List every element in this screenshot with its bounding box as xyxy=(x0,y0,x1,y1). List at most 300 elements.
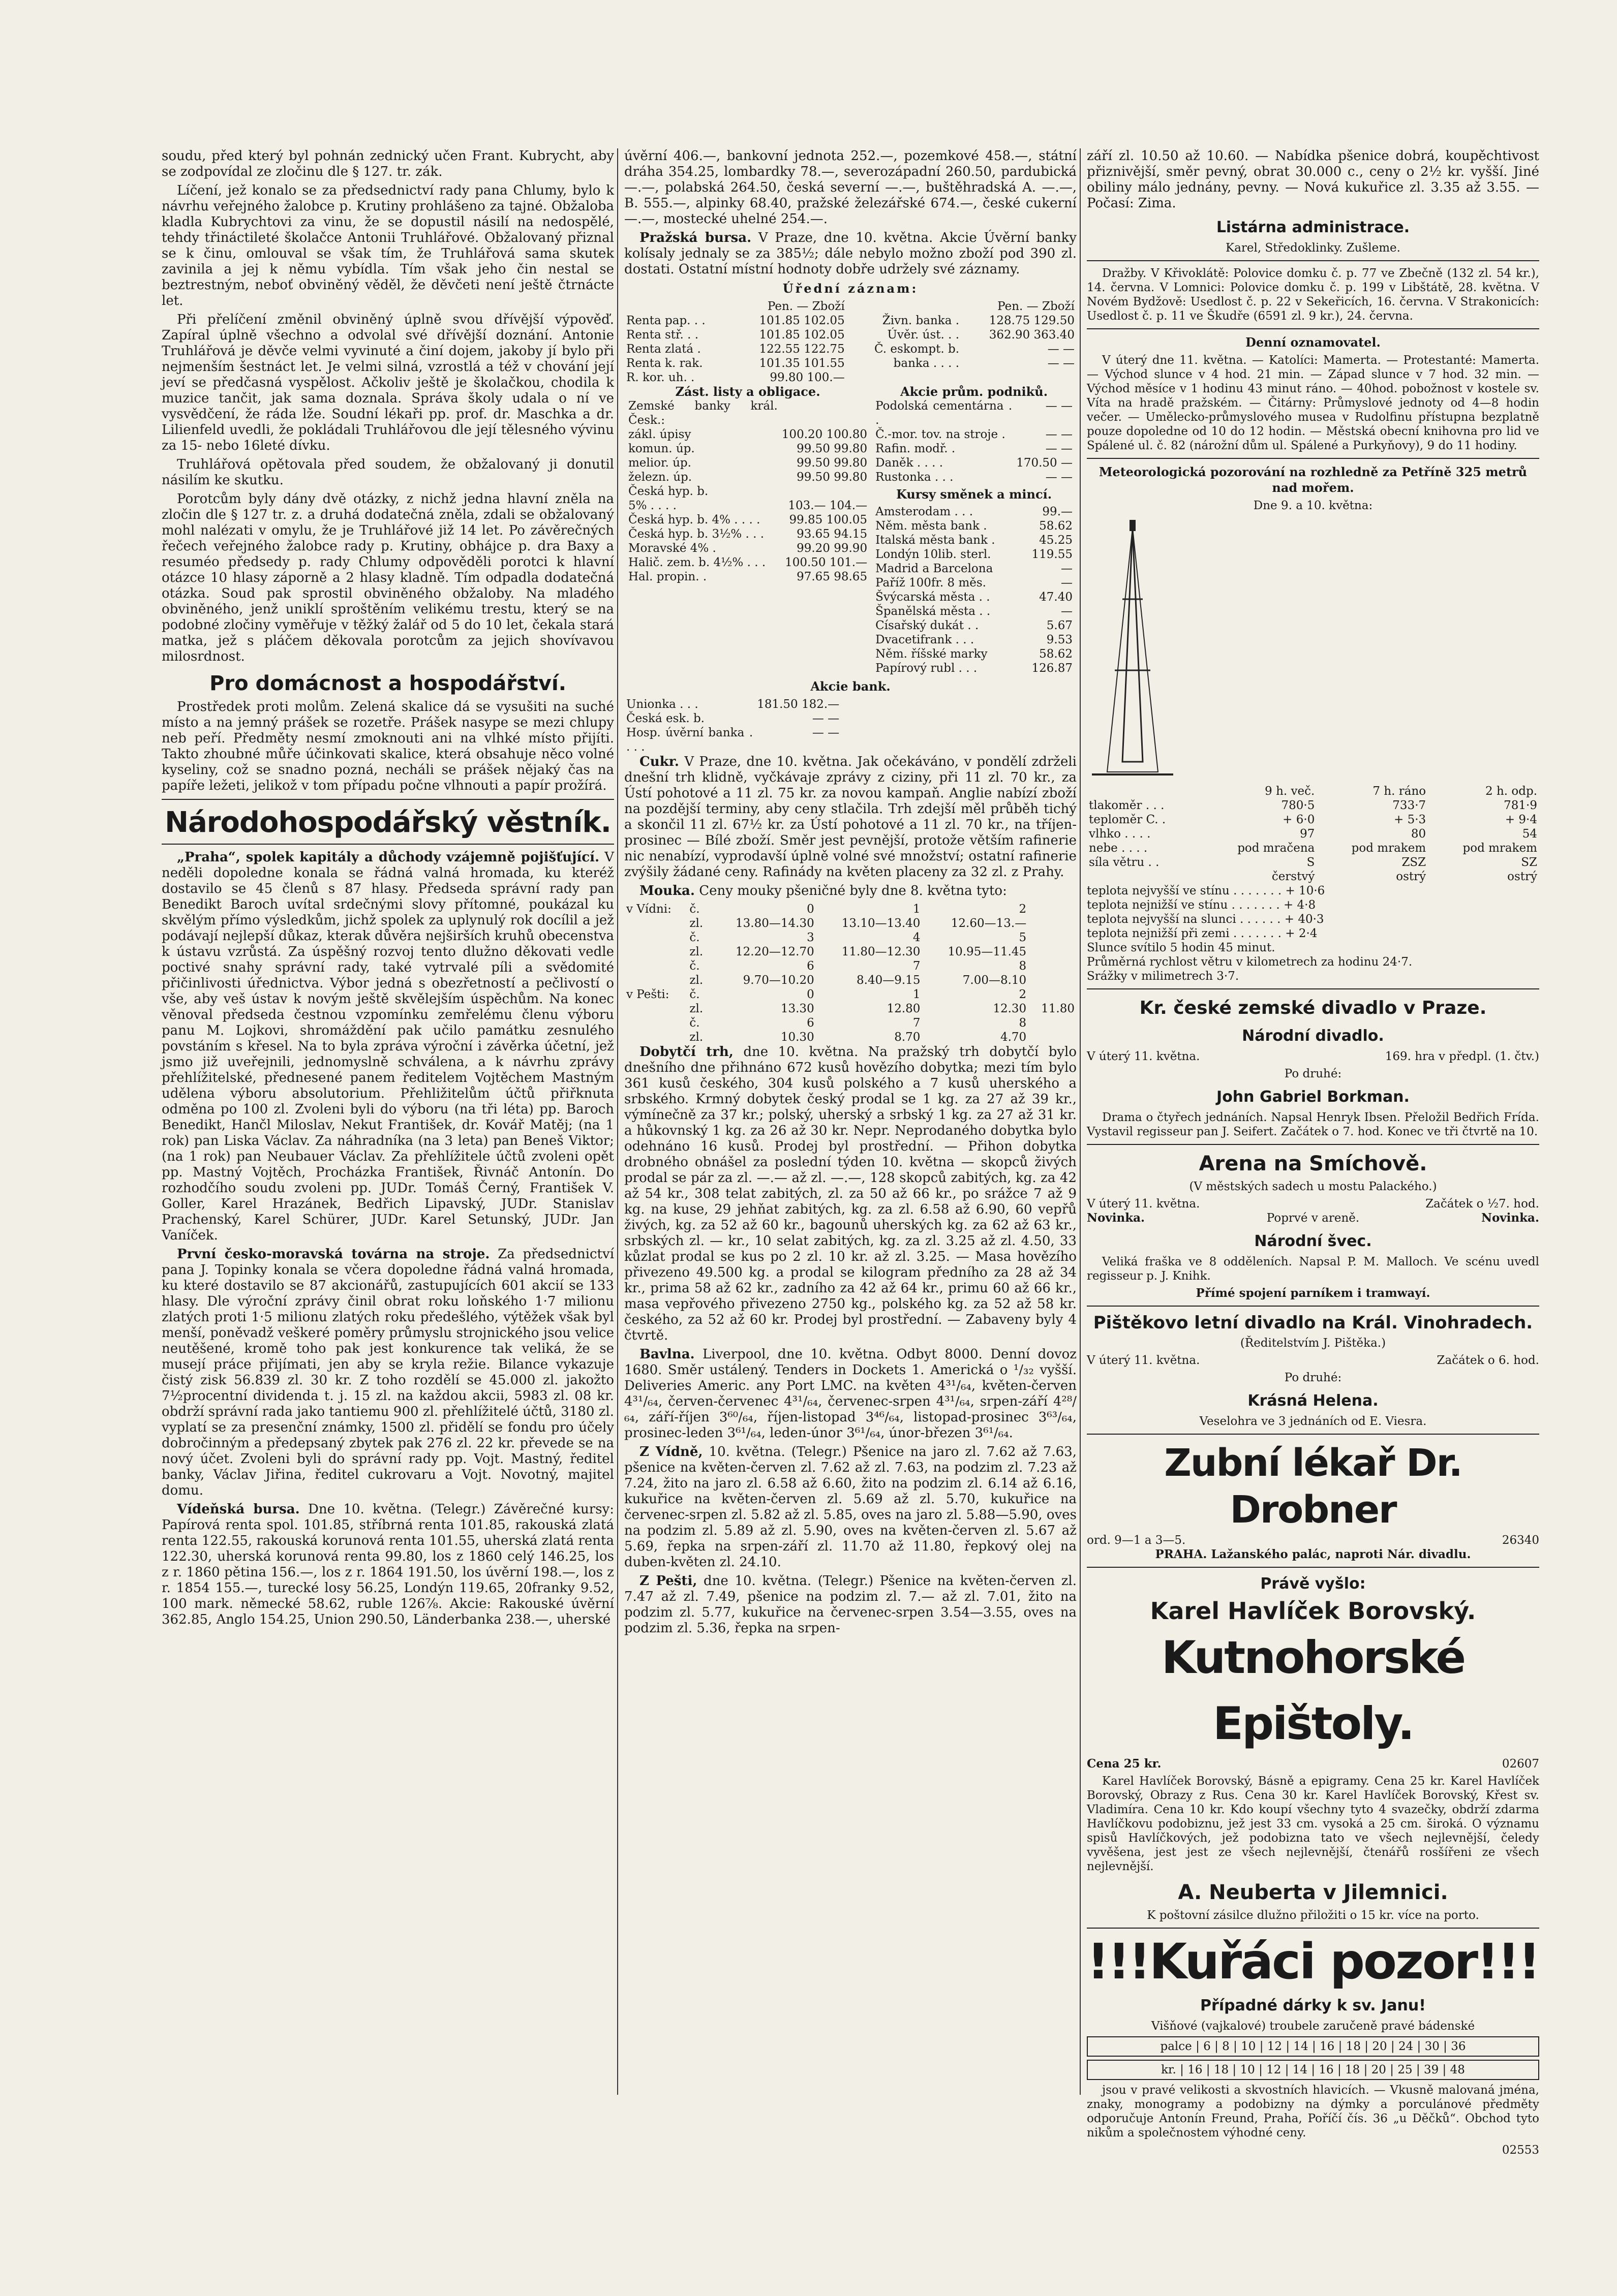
bond-row xyxy=(626,456,869,470)
flour-row-cell: 12.20—12.70 xyxy=(736,945,814,958)
paragraph: soudu, před který byl pohnán zednický učen Frant. Kubrycht, aby se zodpovídal ze zločinu dle § 127. tr. zák. xyxy=(162,148,614,179)
paragraph: V Praze, dne 10. května. Jak očekáváno, v pondělí zdrželi dnešní trh klidně, vyčkávaje zprávy z ciziny, při 11 zl. 70 kr., za Ústí pohotové a 11 zl. 75 kr. za novou kampaň. Anglie nabízí zboží na pozdější terminy, aby ceny stlačila. Trh zdejší měl průběh tichý a skončil 11 zl. 67½ kr. za Ústí pohotové a 11 zl. 70 kr., na tříjen-prosinec — Bílé zboží. Směr jest pevnější, protože větším rafinerie nic nenabízí, vyprodavší úplně volné své množství; ostatní rafinerie zvýšily žádané ceny. Rafinády na květen placeny za 32 zl. z Prahy. xyxy=(624,754,1077,880)
smokers-ad-description: Višňové (vajkalové) troubele zaručeně pravé bádenské xyxy=(1151,2020,1475,2033)
weather-row-cell: ZSZ xyxy=(1401,856,1426,869)
weather-row-cell: vlhko . . . . xyxy=(1089,827,1151,841)
play-title: Národní švec. xyxy=(1254,1232,1372,1250)
exchange-row-cell: 5.67 xyxy=(1046,619,1073,632)
paragraph: dne 10. května. Na pražský trh dobytčí bylo dnešního dne přihnáno 672 kusů hovězího dobytka; mezi tím bylo 361 kusů českého, 304 kusů polského a 7 kusů uherského a srbského. Krmný dobytek český prodal se 1 kg. za 27 až 39 kr., výmínečně za 37 kr.; polský, uherský a srbský 1 kg. za 27 až 31 kr. a hůkovnský 1 kg. za 26 až 30 kr. Nepr. Neprodaného dobytka bylo odehnáno 16 kusů. Prodej byl prostřední. — Přihon dobytka drobného obnášel za poslední týden 10. května — skopců živých prodal se pár za zl. —.— až zl. —.—, 128 skopců zabitých, kg. za 42 až 54 kr., 308 telat zabitých, zl. za 50 až 66 kr., po srážce 7 až 9 kg. na kuse, 29 jehňat zabitých, kg. za zl. 6.58 až 6.90, 60 vepřů živých, kg. za 52 až 60 kr., bagounů uherských kg. za 62 až 63 kr., srbských zl. — kr., 10 selat zabitých, kg. za zl. 3.25 až zl. 4.50, 33 kůzlat prodal se kus po 2 zl. 10 kr. až zl. 3.25. — Masa hovězího přivezeno 49.500 kg. a prodal se kilogram předního za 28 až 34 kr., prima 58 až 62 kr., zadního za 42 až 64 kr., primu 60 až 66 kr., masa vepřového přivezeno 2750 kg., polského kg. za 52 až 58 kr. českého, za 52 až 60 kr. Prodej byl prostřední. — Zabaveny byly 4 čtvrtě. xyxy=(624,1044,1077,1343)
flour-row-cell: 6 xyxy=(807,959,814,973)
share-row xyxy=(873,399,1075,427)
weather-row-cell: 781·9 xyxy=(1504,799,1537,812)
weather-row-cell: ostrý xyxy=(1507,870,1537,883)
divider xyxy=(1087,260,1539,261)
bond-row-cell: zákl. úpisy xyxy=(628,428,691,441)
rates-row-cell xyxy=(847,370,961,385)
flour-row-cell: 11.80 xyxy=(1041,1002,1075,1015)
paragraph: 10. května. (Telegr.) Pšenice na jaro zl. 7.62 až 7.63, pšenice na květen-červen zl. 7.62 až zl. 7.63, na podzim zl. 7.23 až 7.24, žito na jaro zl. 6.58 až 6.60, žito na podzim zl. 6.14 až 6.16, kukuřice na květen-červen zl. 5.69 až zl. 5.70, kukuřice na červenec-srpen zl. 5.82 až zl. 5.85, oves na jaro zl. 5.88—5.90, oves na podzim zl. 5.89 až zl. 5.90, oves na květen-červen zl. 5.67 až 5.69, řepka na srpen-září zl. 11.70 až 11.80, řepkový olej na duben-květen zl. 24.10. xyxy=(624,1444,1077,1570)
first-performance-label: Poprvé v areně. xyxy=(1266,1212,1360,1225)
bank-row xyxy=(624,697,841,711)
play-description: Veliká fraška ve 8 odděleních. Napsal P. M. Malloch. Ve scénu uvedl regisseur p. J. Knihk. xyxy=(1087,1255,1539,1283)
column-2 xyxy=(624,148,1077,2095)
bank-row-cell: Česká esk. b. xyxy=(626,712,705,725)
share-row-cell: Rafin. modř. . xyxy=(875,442,956,455)
rates-row-cell: Renta zlatá . xyxy=(626,343,701,356)
bond-row-cell: Moravské 4% . xyxy=(628,542,716,555)
bond-row-cell: komun. úp. xyxy=(628,442,695,455)
pipe-size-row: palce | 6 | 8 | 10 | 12 | 14 | 16 | 18 | 20 | 24 | 30 | 36 xyxy=(1087,2036,1539,2057)
column-rule xyxy=(1080,148,1081,2095)
weather-row-cell xyxy=(1087,870,1202,884)
notice: Karel, Středoklinky. Zušleme. xyxy=(1226,241,1400,255)
rates-row-cell: 101.85 102.05 xyxy=(759,328,845,342)
rates-row-cell: 362.90 363.40 xyxy=(989,328,1075,342)
flour-row xyxy=(624,987,1077,1002)
play-title: John Gabriel Borkman. xyxy=(1216,1088,1410,1106)
bank-row xyxy=(624,711,841,726)
rates-row xyxy=(624,314,1077,328)
rates-row-cell: banka . . . . xyxy=(893,357,960,370)
flour-row xyxy=(624,945,1077,959)
article-heading: Dobytčí trh, xyxy=(639,1044,734,1060)
share-row-cell: Rustonka . . . xyxy=(875,471,954,484)
paragraph: Za předsednictví pana J. Topinky konala se včera dopoledne řádná valná hromada, ku které dostavilo se 87 akcionářů, zastupujících 601 akcií se 133 hlasy. Dle výroční zprávy činil obrat roku loňského 1·7 milionu zlatých proti 1·5 milionu zlatých roku předešlého, výtěžek však byl menší, poněvadž veškeré poměry průmyslu strojnického jsou velice neutěšené, kromě toho pak jest konkurence tak veliká, že se musejí práce přijímati, jen aby se kryla režie. Bilance vykazuje čistý zisk 56.839 zl. 30 kr. Z toho rozdělí se 45.000 zl. jakožto 7½procentní dividenda t. j. 15 zl. na každou akcii, 5983 zl. 08 kr. obdrží správní rada jako tantiemu 900 zl. přehlížitelé účtů, 3180 zl. vyplatí se za presenční známky, 1500 zl. přidělí se fondu pro účely dobročinným a předepsaný zbytek pak 276 zl. 22 kr. převede se na nový účet. Zvoleni byli do správní rady pp. Vojt. Mastný, ředitel banky, Václav Jiřina, ředitel cukrovaru a Vojt. Novotný, majitel domu. xyxy=(162,1247,615,1498)
paragraph: V Praze, dne 10. května. Akcie Úvěrní banky kolísaly jednaly se za 385½; dále nebylo možno zboží pod 390 zl. dostati. Ostatní místní hodnoty dobře udržely své záznamy. xyxy=(624,230,1077,277)
weather-row xyxy=(1087,813,1539,827)
section-heading: Pro domácnost a hospodářství. xyxy=(209,672,566,695)
bond-row-cell: 100.20 100.80 xyxy=(781,428,868,441)
weather-row-cell: + 9·4 xyxy=(1505,813,1537,826)
bond-row-cell: Česká hyp. b. 3½% . . . xyxy=(628,528,765,541)
rates-row-cell: Renta k. rak. xyxy=(626,357,703,370)
exchange-row xyxy=(873,633,1075,647)
table-heading: Zást. listy a obligace. xyxy=(675,384,820,399)
ad-author: Karel Havlíček Borovský. xyxy=(1150,1597,1476,1625)
bank-row-cell: — — xyxy=(812,712,840,725)
weather-row-cell: 97 xyxy=(1300,827,1315,841)
weather-row-cell: síla větru . . xyxy=(1089,856,1160,869)
flour-row-cell: 13.10—13.40 xyxy=(841,917,921,930)
venue-note: (V městských sadech u mostu Palackého.) xyxy=(1189,1180,1437,1193)
column-header: Pen. — Zboží xyxy=(767,300,845,313)
weather-row-cell: teploměr C. . xyxy=(1089,813,1166,826)
smokers-ad-subtitle: Případné dárky k sv. Janu! xyxy=(1200,1997,1426,2014)
flour-row xyxy=(624,916,1077,930)
smokers-ad-title: !!!Kuřáci pozor!!! xyxy=(1087,1933,1539,1990)
column-header: 7 h. ráno xyxy=(1372,785,1426,798)
bond-row xyxy=(626,570,869,584)
flour-row-cell: č. xyxy=(689,1016,700,1030)
flour-row-cell: 13.30 xyxy=(780,1002,814,1015)
column-rule xyxy=(617,148,618,2095)
flour-row xyxy=(624,973,1077,987)
column-header: 9 h. več. xyxy=(1265,785,1315,798)
divider xyxy=(1087,1144,1539,1145)
rates-row xyxy=(624,342,1077,356)
rates-row-cell: R. kor. uh. . xyxy=(626,371,695,384)
share-row-cell: Daněk . . . . xyxy=(875,456,943,470)
flour-row xyxy=(624,1002,1077,1016)
article-heading: Mouka. xyxy=(639,883,695,898)
weather-row-cell: pod mrakem xyxy=(1462,842,1537,855)
share-row xyxy=(873,442,1075,456)
exchange-row xyxy=(873,505,1075,519)
bond-row xyxy=(626,484,869,499)
flour-row-cell: 1 xyxy=(912,988,921,1001)
rates-row-cell: Renta pap. . . xyxy=(626,314,706,327)
exchange-row-cell: 126.87 xyxy=(1031,662,1073,675)
flour-row-cell: 4 xyxy=(912,931,921,944)
flour-row-cell: 6 xyxy=(807,1016,814,1030)
flour-row-cell: 0 xyxy=(807,903,814,916)
bond-row xyxy=(626,499,869,513)
flour-city-label: v Vídni: xyxy=(626,903,672,916)
flour-row-cell: 10.95—11.45 xyxy=(948,945,1027,958)
share-row-cell: — — xyxy=(1045,399,1073,413)
flour-row-cell: zl. xyxy=(689,1031,704,1044)
article-heading: Cukr. xyxy=(639,754,679,769)
flour-row-cell: č. xyxy=(689,988,700,1001)
bond-row-cell: 99.50 99.80 xyxy=(797,456,868,470)
flour-row xyxy=(624,959,1077,973)
weather-row-cell: pod mrakem xyxy=(1351,842,1426,855)
bank-row xyxy=(624,726,841,754)
share-row xyxy=(873,470,1075,484)
column-header: Pen. — Zboží xyxy=(997,300,1075,313)
exchange-row xyxy=(873,576,1075,590)
exchange-row-cell: Císařský dukát . . xyxy=(875,619,979,632)
flour-row-cell: 3 xyxy=(807,931,814,944)
exchange-row xyxy=(873,547,1075,562)
bond-row-cell: Česká hyp. b. 4% . . . . xyxy=(628,513,760,526)
table-heading: Úřední záznam: xyxy=(782,281,919,296)
exchange-row-cell: Londýn 10lib. sterl. xyxy=(875,548,991,561)
exchange-row-cell: Italská města bank . xyxy=(875,534,995,547)
paragraph: Ceny mouky pšeničné byly dne 8. května tyto: xyxy=(699,883,1007,898)
paragraph: Prostředek proti molům. Zelená skalice dá se vysušiti na suché místo a na jemný prášek se rozetře. Prášek nasype se mezi chlupy neb peří. Předměty nesmí zmoknouti ani na vlhké místo přijíti. Takto zhoubné můře účinkovati skalice, která obsahuje něco volné kyseliny, což se snadno pozná, necháli se prášek nějaký čas na papíře ležeti, jelikož v tom případu počne vlhnouti a papír prožírá. xyxy=(162,699,614,793)
exchange-row-cell: Madrid a Barcelona xyxy=(875,562,993,575)
bond-row-cell: 99.50 99.80 xyxy=(797,471,868,484)
bond-row-cell: 93.65 94.15 xyxy=(797,528,868,541)
flour-row-cell: 4.70 xyxy=(1000,1031,1027,1044)
book-price: Cena 25 kr. xyxy=(1087,1757,1162,1771)
weather-row-cell: nebe . . . . xyxy=(1089,842,1148,855)
paragraph: Při přelíčení změnil obviněný úplně svou dřívější výpověď. Zapíral úplně všechno a odvolal své dřívější doznání. Antonie Truhlářová je děvče velmi vyvinuté a činí dojem, jakoby jí bylo při nejmenším šestnáct let. Je velmi silná, vzrostlá a též v chování její jeví se předčasná vyspělost. Ačkoliv ještě je školačkou, chodila k muzice tančit, jak sama doznala. Správa školy udala o ní ve vysvědčení, že ráda lže. Soudní lékaři pp. prof. dr. Maschka a dr. Lilienfeld uvedli, že pokládali Truhlářovou dle její tělesného vývinu za 15- nebo 16leté dívku. xyxy=(162,312,614,453)
flour-row xyxy=(624,902,1077,916)
article-heading: Bavlna. xyxy=(639,1347,695,1362)
bond-row xyxy=(626,527,869,541)
bond-row xyxy=(626,427,869,442)
performance-time: Začátek o ½7. hod. xyxy=(1425,1197,1539,1211)
bond-row xyxy=(626,541,869,555)
share-row-cell: — — xyxy=(1045,471,1073,484)
exchange-row-cell: Švýcarská města . . xyxy=(875,591,990,604)
weather-row-cell: 733·7 xyxy=(1392,799,1426,812)
book-title: Kutnohorské Epištoly. xyxy=(1161,1631,1465,1750)
dentist-ad-title: Zubní lékař Dr. Drobner xyxy=(1164,1441,1462,1532)
paragraph: V úterý dne 11. května. — Katolíci: Mamerta. — Protestanté: Mamerta. — Východ slunce v 4 hod. 21 min. — Západ slunce v 7 hod. 32 min. — Východ měsíce v 1 hodinu 43 minut ráno. — 40hod. pobožnost v kostele sv. Víta na hradě pražském. — Čitárny: Průmyslové jednoty od 4—8 hodin večer. — Umělecko-průmyslového musea v Rudolfinu přístupna bezplatně pouze dopoledne od 10 do 12 hodin. — Městská obecní knihovna pro lid ve Spálené ul. č. 82 (nárožní dům ul. Spálené a Purkyňovy), 9 do 11 hodiny. xyxy=(1087,354,1539,452)
rates-row-cell: — — xyxy=(1047,343,1075,356)
flour-row xyxy=(624,1016,1077,1030)
article-heading: Pražská bursa. xyxy=(639,230,752,245)
bond-row xyxy=(626,555,869,570)
rates-row-cell: 99.80 100.— xyxy=(770,371,845,384)
weather-row xyxy=(1087,798,1539,813)
flour-row-cell: 12.80 xyxy=(887,1002,921,1015)
weather-row-cell: čerstvý xyxy=(1271,870,1315,883)
exchange-row-cell: 45.25 xyxy=(1039,534,1073,547)
exchange-row-cell: 9.53 xyxy=(1046,633,1073,646)
divider xyxy=(162,844,614,845)
weather-row-cell: S xyxy=(1306,856,1315,869)
exchange-row-cell: 99.— xyxy=(1042,505,1073,518)
flour-row-cell: 5 xyxy=(1019,931,1027,944)
article-heading: Z Pešti, xyxy=(639,1573,697,1589)
weather-line: teplota nejvyšší ve stínu . . . . . . . + 10·6 xyxy=(1087,884,1325,897)
performance-date: V úterý 11. května. xyxy=(1087,1050,1200,1063)
exchange-row-cell: Papírový rubl . . . xyxy=(875,662,978,675)
paragraph: Dražby. V Křivoklátě: Polovice domku č. p. 77 ve Zbečně (132 zl. 54 kr.), 14. června. V Lomnici: Polovice domku č. p. 199 v Libštátě, 28. května. V Novém Bydžově: Usedlost č. p. 22 v Sekeřicích, 16. června. V Strakonicích: Usedlost č. p. 11 ve Škudře (6591 zl. 9 kr.), 24. června. xyxy=(1087,267,1539,323)
transport-note: Přímé spojení parníkem i tramwayí. xyxy=(1196,1286,1430,1300)
exchange-row-cell: 47.40 xyxy=(1039,591,1073,604)
performance-date: V úterý 11. května. xyxy=(1087,1354,1200,1367)
flour-row-cell: 8 xyxy=(1019,1016,1027,1030)
bond-row xyxy=(626,442,869,456)
performance-time: Začátek o 6. hod. xyxy=(1437,1354,1539,1367)
rates-row-cell: Živn. banka . xyxy=(882,314,960,327)
section-heading: Národohospodářský věstník. xyxy=(165,806,611,839)
performance-date: V úterý 11. května. xyxy=(1087,1197,1200,1211)
share-row-cell: — — xyxy=(1045,442,1073,455)
weather-row-cell: tlakoměr . . . xyxy=(1089,799,1165,812)
pipe-price-row: kr. | 16 | 18 | 10 | 12 | 14 | 16 | 18 | 20 | 25 | 39 | 48 xyxy=(1087,2060,1539,2080)
share-row-cell: 170.50 — xyxy=(1016,456,1073,470)
flour-price-table xyxy=(624,902,1077,1044)
bank-row-cell: Unionka . . . xyxy=(626,698,698,711)
rates-row xyxy=(624,328,1077,342)
exchange-row-cell: Amsterodam . . . xyxy=(875,505,973,518)
divider xyxy=(1087,328,1539,329)
section-heading: Denní oznamovatel. xyxy=(1245,335,1381,350)
weather-row-cell: + 5·3 xyxy=(1393,813,1426,826)
ad-number: 26340 xyxy=(1502,1534,1539,1547)
venue-note: (Ředitelstvím J. Pištěka.) xyxy=(1240,1337,1386,1350)
exchange-row-cell: Něm. města bank . xyxy=(875,519,987,533)
table-heading: Akcie bank. xyxy=(810,679,891,694)
article-heading: Vídeňská bursa. xyxy=(177,1502,300,1517)
share-row-cell: Podolská cementárna . . xyxy=(875,399,1013,427)
flour-row-cell: 2 xyxy=(1019,988,1027,1001)
met-date: Dne 9. a 10. května: xyxy=(1253,499,1373,512)
rates-row-cell: Renta stř. . . xyxy=(626,328,699,342)
weather-row xyxy=(1087,827,1539,841)
weather-line: Průměrná rychlost větru v kilometrech za hodinu 24·7. xyxy=(1087,955,1413,969)
flour-row-cell: zl. xyxy=(689,945,704,958)
section-heading: Listárna administrace. xyxy=(1216,219,1410,236)
weather-row-cell: 80 xyxy=(1411,827,1426,841)
flour-row-cell: 2 xyxy=(1019,903,1027,916)
exchange-row-cell: Španělská města . . xyxy=(875,605,991,618)
rates-row-cell: — — xyxy=(1047,357,1075,370)
paragraph: úvěrní 406.—, bankovní jednota 252.—, pozemkové 458.—, státní dráha 354.25, lombardky 78.—, severozápadní 260.50, pardubická —.—, polabská 264.50, česká severní —.—, buštěhradská A. —.—, B. 555.—, alpinky 68.40, pražské železářské 674.—, české cukerní —.—, mostecké uhelné 254.—. xyxy=(624,148,1077,227)
weather-line: teplota nejnižší ve stínu . . . . . . . + 4·8 xyxy=(1087,898,1316,912)
rates-row-cell: 122.55 122.75 xyxy=(759,343,845,356)
article-heading: „Praha“, spolek kapitály a důchody vzájemně pojišťující. xyxy=(177,850,600,865)
flour-row-cell: 1 xyxy=(912,903,921,916)
weather-row xyxy=(1087,870,1539,884)
rates-row-cell: Úvěr. úst. . . xyxy=(887,328,960,342)
weather-table xyxy=(1087,784,1539,884)
play-title: Krásná Helena. xyxy=(1247,1392,1379,1410)
share-row xyxy=(873,456,1075,470)
flour-row-cell: zl. xyxy=(689,1002,704,1015)
paragraph: V neděli dopoledne konala se řádná valná hromada, ku kteréž dostavilo se 45 členů s 87 hlasy. Předseda správní rady pan Benedikt Baroch uvítal srdečnými slovy přítomné, poukázal ku skvělým přímo výsledkům, jichž spolek za uplynulý rok docílil a jež podávají nejlepší důkaz, kterak důvěra nejširších kruhů obecenstva k ústavu vzrůstá. Za úspěšný rozvoj tento dlužno děkovati vedle poctivé snahy správní rady, také vytrvalé píli a svědomité přičinlivosti úřednictva. Výbor jedná s obezřetností a pečlivostí o vše, aby veš ústav k novým ještě skvělejším úspěchům. Na konec věnoval předseda čestnou vzpomínku zemřelému členu výboru panu M. Lojkovi, shromáždění pak učilo památku zesnulého povstáním s křesel. Na to byla zpráva výroční i závěrka účetní, jež jsmo již uveřejnili, jednomyslně schválena, a k návrhu zprávy přehlížitelské, přednesené panem ředitelem Vojtěchem Mastným udělena výboru absolutorium. Přehližitelům účtů přiřknuta odměna po 100 zl. Zvoleni byli do výboru (na tři léta) pp. Baroch Benedikt, Hančl Miloslav, Nekut František, dr. Kovář Matěj; (na 1 rok) pan Liska Václav. Za náhradníka (na 3 leta) pan Beneš Viktor; (na 1 rok) pan Neubauer Václav. Za přehlížitele účtů zvoleni opět pp. Mastný Vojtěch, Procházka František, Řivnáč Antonín. Do rozhodčího soudu zvoleni pp. JUDr. Tomáš Černý, František V. Goller, Karel Hrazánek, Bedřich Lipavský, JUDr. Stanislav Prachenský, Karel Schürer, JUDr. Karel Setunský, JUDr. Jan Vaníček. xyxy=(162,850,615,1243)
divider xyxy=(1087,1306,1539,1307)
share-row-cell: Č.-mor. tov. na stroje . xyxy=(875,428,1005,441)
exchange-row xyxy=(873,618,1075,633)
postage-note: K poštovní zásilce dlužno přiložiti o 15 kr. více na porto. xyxy=(1147,1909,1479,1922)
rates-row-cell: 101.35 101.55 xyxy=(759,357,845,370)
share-row xyxy=(873,427,1075,442)
flour-row-cell: 8.40—9.15 xyxy=(857,974,921,987)
petrin-tower-illustration xyxy=(1087,518,1178,782)
ad-pretitle: Právě vyšlo: xyxy=(1260,1575,1366,1593)
weather-row-cell: + 6·0 xyxy=(1283,813,1315,826)
divider xyxy=(1087,458,1539,459)
weather-line: Srážky v milimetrech 3·7. xyxy=(1087,970,1239,983)
rates-row-cell: 128.75 129.50 xyxy=(989,314,1075,327)
flour-row-cell: 13.80—14.30 xyxy=(736,917,814,930)
flour-row-cell: č. xyxy=(689,903,700,916)
exchange-row xyxy=(873,604,1075,618)
bank-row-cell: — — xyxy=(812,726,840,739)
weather-row xyxy=(1087,855,1539,870)
divider xyxy=(1087,988,1539,989)
section-heading: Meteorologická pozorování na rozhledně za Petříně 325 metrů nad mořem. xyxy=(1099,464,1528,495)
rates-table xyxy=(624,299,1077,385)
bond-row-cell xyxy=(780,399,869,427)
bond-row-cell xyxy=(780,484,869,499)
bond-row xyxy=(626,513,869,527)
bond-row-cell: 99.20 99.90 xyxy=(797,542,868,555)
novelty-label: Novinka. xyxy=(1087,1211,1145,1225)
weather-row-cell: 780·5 xyxy=(1281,799,1315,812)
ad-description: Karel Havlíček Borovský, Básně a epigramy. Cena 25 kr. Karel Havlíček Borovský, Obrazy z Rus. Cena 30 kr. Karel Havlíček Borovský, Křest sv. Vladimíra. Cena 10 kr. Kdo koupí všechny tyto 4 svazečky, obdrží zdarma Havlíčkovu podobiznu, jež jest 33 cm. vysoká a 25 cm. široká. O významu spisů Havlíčkových, jež podobizna tato ve všech nejlevnější, čeledy vyvěšena, jest jest ze všech nejlevnější, čtenářů rosšířeni ze všech nejlevnější. xyxy=(1087,1775,1539,1873)
exchange-row xyxy=(873,562,1075,576)
divider xyxy=(162,799,614,800)
flour-row-cell: 0 xyxy=(807,988,814,1001)
flour-row-cell: 9.70—10.20 xyxy=(743,974,814,987)
flour-row-cell: 8.70 xyxy=(894,1031,921,1044)
office-hours: ord. 9—1 a 3—5. xyxy=(1087,1534,1186,1547)
exchange-row xyxy=(873,647,1075,661)
weather-row-cell: pod mračena xyxy=(1237,842,1315,855)
flour-row-cell: 12.60—13.— xyxy=(951,917,1027,930)
dentist-address: PRAHA. Lažanského palác, naproti Nár. divadlu. xyxy=(1155,1547,1471,1561)
divider xyxy=(1087,1928,1539,1929)
bond-row-cell: 97.65 98.65 xyxy=(797,570,868,583)
flour-row-cell: 12.30 xyxy=(993,1002,1027,1015)
bond-row-cell: Hal. propin. . xyxy=(628,570,707,583)
divider xyxy=(1087,1434,1539,1435)
bond-row-cell: 100.50 101.— xyxy=(785,556,868,569)
article-heading: První česko-moravská továrna na stroje. xyxy=(177,1247,490,1262)
divider xyxy=(1087,1567,1539,1568)
flour-row-cell: č. xyxy=(689,959,700,973)
flour-row-cell: 7 xyxy=(912,1016,921,1030)
exchange-row xyxy=(873,533,1075,547)
paragraph: září zl. 10.50 až 10.60. — Nabídka pšenice dobrá, koupěchtivost přiznivější, směr pevný, obrat 30.000 c., ceny o 2½ kr. vyšší. Jiné obiliny málo jednány, pevny. — Nová kukuřice zl. 3.35 až 3.55. — Počasí: Zima. xyxy=(1087,148,1539,211)
flour-row xyxy=(624,930,1077,945)
column-header: 2 h. odp. xyxy=(1485,785,1537,798)
theatre-name: Národní divadlo. xyxy=(1242,1027,1384,1045)
weather-row-cell: SZ xyxy=(1521,856,1537,869)
exchange-row-cell: Něm. říšské marky xyxy=(875,647,988,661)
bond-row-cell: Česká hyp. b. xyxy=(628,485,709,498)
weather-row-cell: 54 xyxy=(1522,827,1537,841)
exchange-row-cell: 58.62 xyxy=(1039,647,1073,661)
rates-row-cell: 101.85 102.05 xyxy=(759,314,845,327)
flour-row-cell: zl. xyxy=(689,917,704,930)
weather-row xyxy=(1087,841,1539,855)
performance-note: Po druhé: xyxy=(1284,1371,1342,1384)
column-3 xyxy=(1087,148,1539,2157)
bond-row-cell: 99.85 100.05 xyxy=(789,513,868,526)
theatre-heading: Pištěkovo letní divadlo na Král. Vinohradech. xyxy=(1093,1313,1533,1333)
exchange-row-cell: — xyxy=(1061,562,1073,575)
bond-row-cell: 99.50 99.80 xyxy=(797,442,868,455)
ad-number: 02607 xyxy=(1502,1757,1539,1771)
bank-row-cell: Hosp. úvěrní banka . . . . xyxy=(626,726,753,754)
paragraph: Truhlářová opětovala před soudem, že obžalovaný ji donutil násilím ke skutku. xyxy=(162,457,614,488)
bond-row-cell: Halič. zem. b. 4½% . . . xyxy=(628,556,766,569)
share-row-cell: — — xyxy=(1045,428,1073,441)
flour-row-cell: 8 xyxy=(1019,959,1027,973)
weather-row-cell: ostrý xyxy=(1396,870,1426,883)
theatre-heading: Kr. české zemské divadlo v Praze. xyxy=(1139,998,1487,1018)
exchange-row xyxy=(873,590,1075,604)
bond-row-cell: melior. úp. xyxy=(628,456,691,470)
theatre-heading: Arena na Smíchově. xyxy=(1199,1152,1427,1175)
performance-number: 169. hra v předpl. (1. čtv.) xyxy=(1385,1050,1539,1063)
play-description: Drama o čtyřech jednáních. Napsal Henryk Ibsen. Přeložil Bedřich Frída. Vystavil regisseur pan J. Seifert. Začátek o 7. hod. Konec ve tři čtvrtě na 10. xyxy=(1087,1111,1539,1138)
flour-row-cell: 10.30 xyxy=(780,1031,814,1044)
rates-row-cell xyxy=(961,370,1077,385)
rates-row xyxy=(624,370,1077,385)
bank-row-cell: 181.50 182.— xyxy=(757,698,840,711)
paragraph: Dne 10. května. (Telegr.) Závěrečné kursy: Papírová renta spol. 101.85, stříbrná renta 101.85, rakouská zlatá renta 122.55, rakouská korunová renta 101.55, uherská zlatá renta 122.30, uherská korunová renta 99.80, los z 1860 celý 146.25, los z r. 1860 pětina 156.—, los z r. 1864 191.50, los úvěrní 198.—, los z r. 1854 155.—, turecké losy 56.25, Londýn 119.65, 20franky 9.52, 100 mark. německé 58.62, ruble 126⅞. Akcie: Rakouské úvěrní 362.85, Anglo 154.25, Union 290.50, Länderbanka 238.—, uherské xyxy=(162,1502,615,1627)
paragraph: Porotcům byly dány dvě otázky, z nichž jedna hlavní zněla na zločin dle § 127 tr. z. a druhá dodatečná zněla, zdali se obžalovaný mohl nalézati v omylu, že je Truhlářové již 14 let. Po závěrečných řečech veřejného žalobce rady p. Krutiny, obhájce p. dra Baxy a resuméo předsedy p. rady Chlumy odpověděli porotci k hlavní otázce 10 hlasy záporně a 2 hlasy kladně. Tím odpadla dodatečná otázka. Soud pak sprostil obviněného obžaloby. Na mladého obviněného, jenž uniklí sproštěním velikému trestu, který se na podobné zločiny vyměřuje v těžký žalář od 5 do 10 let, čekala stará matka, jež s pláčem děkovala porotcům za jejich shovívavou milosrdnost. xyxy=(162,491,614,664)
flour-row-cell: č. xyxy=(689,931,700,944)
exchange-row-cell: — xyxy=(1061,605,1073,618)
exchange-row xyxy=(873,519,1075,533)
bond-row-cell: 5% . . . . xyxy=(628,499,677,512)
bonds-and-shares-table xyxy=(624,385,1077,675)
article-heading: Z Vídně, xyxy=(639,1444,703,1460)
exchange-row-cell: Dvacetifrank . . . xyxy=(875,633,974,646)
performance-note: Po druhé: xyxy=(1284,1067,1342,1080)
flour-city-label: v Pešti: xyxy=(626,988,669,1001)
paragraph: Liverpool, dne 10. května. Odbyt 8000. Denní dovoz 1680. Směr ustálený. Tenders in Dockets 1. Americká o ¹/₃₂ vyšší. Deliveries Americ. any Port LMC. na květen 4³¹/₆₄, květen-červen 4³¹/₆₄, červen-červenec 4³¹/₆₄, červenec-srpen 4³¹/₆₄, srpen-září 4²⁸/₆₄, září-říjen 3⁶⁰/₆₄, říjen-listopad 3⁴⁶/₆₄, listopad-prosinec 3⁶³/₆₄, prosinec-leden 3⁶¹/₆₄, leden-únor 3⁶¹/₆₄, únor-březen 3⁶¹/₆₄. xyxy=(624,1347,1077,1441)
exchange-row-cell: Paříž 100fr. 8 měs. xyxy=(875,576,986,589)
publisher-name: A. Neuberta v Jilemnici. xyxy=(1178,1881,1448,1904)
weather-line: teplota nejvyšší na slunci . . . . . . + 40·3 xyxy=(1087,913,1324,926)
table-heading: Kursy směnek a mincí. xyxy=(896,487,1052,502)
bond-row-cell: Zemské banky král. Česk.: xyxy=(628,399,778,427)
rates-row-cell: Č. eskompt. b. xyxy=(874,343,960,356)
paragraph: Líčení, jež konalo se za předsednictví rady pana Chlumy, bylo k návrhu veřejného žalobce p. Krutiny prohlášeno za tajné. Obžaloba kladla Kubrychtovi za vinu, že se dopustil násilí na nedospělé, tehdy třináctileté školačce Antonii Truhlářové. Obžalovaný přiznal se k činu, omlouval se však tím, že Truhlářová sama skutek zavinila a jej k němu vybídla. Tím však jeho čin nestal se beztrestným, neboť obviněný věděl, že děvčeti není ještě čtrnácte let. xyxy=(162,183,614,308)
bond-row-cell: železn. úp. xyxy=(628,471,692,484)
